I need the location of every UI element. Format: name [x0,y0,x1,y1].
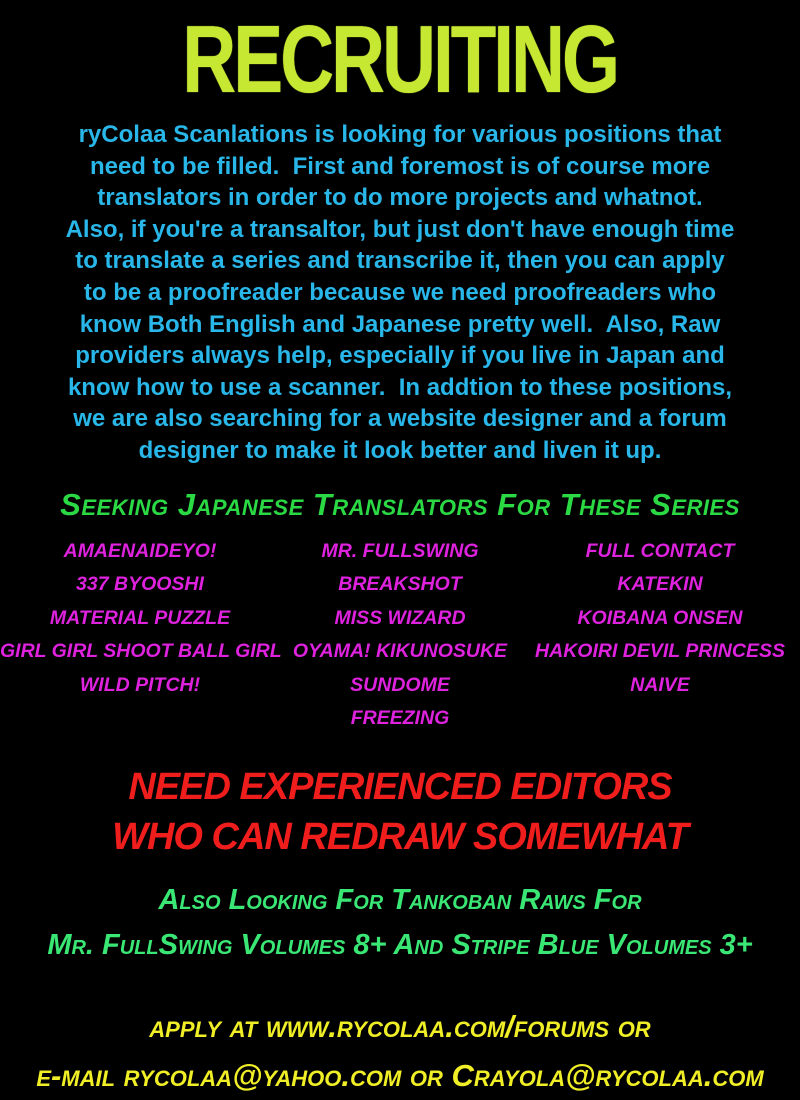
series-item: FREEZING [350,707,450,730]
series-item: MISS WIZARD [334,606,466,629]
editors-notice [0,762,800,862]
series-item: MATERIAL PUZZLE [49,606,231,629]
intro-line: to be a proofreader because we need proofreaders who [83,278,717,306]
series-item: AMAENAIDEYO! [63,539,217,562]
series-item: OYAMA! KIKUNOSUKE [292,640,508,663]
intro-line: know Both English and Japanese pretty well. Also, Raw [79,310,721,338]
series-item: GIRL GIRL SHOOT BALL GIRL [0,640,282,663]
contact-apply-url: apply at www.rycolaa.com/forums or [149,1008,651,1044]
intro-paragraph [0,119,800,467]
editors-notice-line2: WHO CAN REDRAW SOMEWHAT [112,815,688,858]
series-columns [0,535,800,736]
intro-line: ryColaa Scanlations is looking for various positions that [78,121,722,148]
series-item: MR. FULLSWING [321,539,479,562]
raws-notice-line1: Also Looking For Tankoban Raws For [158,883,642,916]
series-column-right [520,535,800,736]
intro-line: Also, if you're a transaltor, but just don't have enough time [65,215,735,243]
series-item: KATEKIN [617,573,703,596]
series-item: 337 BYOOSHI [76,573,204,596]
intro-line: we are also searching for a website designer and a forum [73,405,727,433]
series-item: WILD PITCH! [79,673,201,696]
contact-info [0,1002,800,1100]
contact-email: e-mail rycolaa@yahoo.com or Crayola@rycolaa.com [36,1057,764,1093]
raws-notice-line2: Mr. FullSwing Volumes 8+ And Stripe Blue Volumes 3+ [47,928,753,961]
raws-notice [0,878,800,968]
intro-line: providers always help, especially if you live in Japan and [75,342,725,370]
series-item: BREAKSHOT [338,573,462,596]
poster-title-text: RECRUITING [182,6,618,113]
intro-line: need to be filled. First and foremost is of course more [89,152,711,180]
series-item: NAIVE [630,673,690,696]
poster-title [0,6,800,113]
intro-line: to translate a series and transcribe it, then you can apply [75,247,725,275]
series-column-middle [280,535,520,736]
series-item: FULL CONTACT [585,539,735,562]
intro-line: know how to use a scanner. In addtion to these positions, [67,373,733,401]
intro-line: designer to make it look better and liven it up. [138,436,662,464]
series-heading: Seeking Japanese Translators For These Series [60,486,740,522]
series-column-left [0,535,280,736]
editors-notice-line1: NEED EXPERIENCED EDITORS [128,765,672,808]
series-item: SUNDOME [350,673,450,696]
series-item: HAKOIRI DEVIL PRINCESS [535,640,785,663]
intro-line: translators in order to do more projects and whatnot. [97,184,703,212]
series-item: KOIBANA ONSEN [577,606,743,629]
